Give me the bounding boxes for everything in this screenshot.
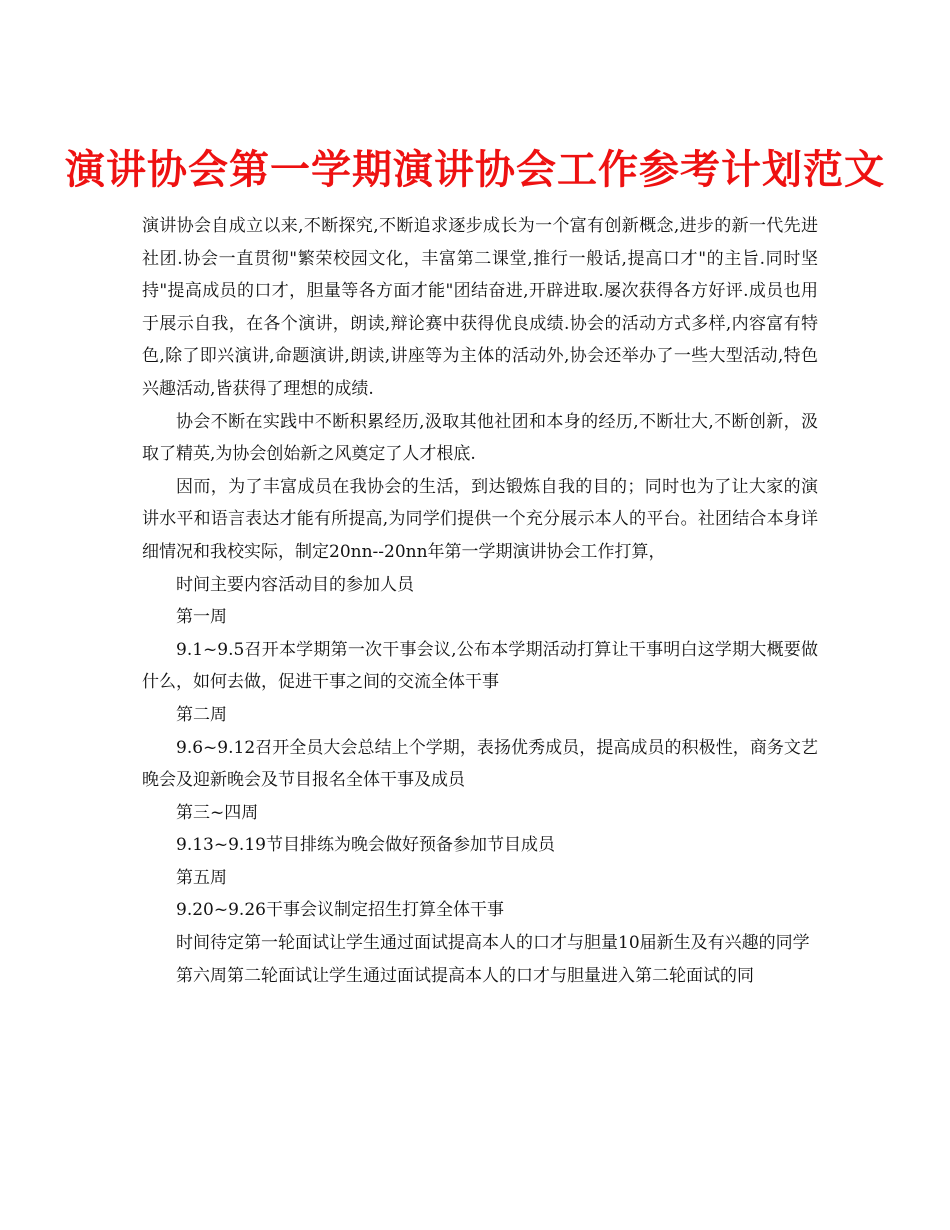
body-paragraph: 时间待定第一轮面试让学生通过面试提高本人的口才与胆量10届新生及有兴趣的同学 [176,933,810,954]
body-paragraph: 第五周 [176,867,227,888]
body-paragraph: 第一周 [176,607,227,628]
body-paragraph: 9.1~9.5召开本学期第一次干事会议,公布本学期活动打算让干事明白这学期大概要做什么，如何去做，促进干事之间的交流全体干事 [142,639,818,693]
body-paragraph: 9.6~9.12召开全员大会总结上个学期，表扬优秀成员，提高成员的积极性，商务文艺晚会及迎新晚会及节目报名全体干事及成员 [142,737,818,791]
body-paragraph: 第二周 [176,704,227,725]
body-paragraph: 第六周第二轮面试让学生通过面试提高本人的口才与胆量进入第二轮面试的同 [176,965,754,986]
body-paragraph: 9.13~9.19节目排练为晚会做好预备参加节目成员 [176,835,555,856]
body-paragraph: 因而，为了丰富成员在我协会的生活，到达锻炼自我的目的；同时也为了让大家的演讲水平和语言表达才能有所提高,为同学们提供一个充分展示本人的平台。社团结合本身详细情况和我校实际，制定20nn--20nn年第一学期演讲协会工作打算， [142,476,818,562]
document-title: 演讲协会第一学期演讲协会工作参考计划范文 [65,146,885,193]
document-body [142,210,818,992]
body-paragraph: 时间主要内容活动目的参加人员 [176,574,414,595]
body-paragraph: 第三~四周 [176,802,259,823]
body-paragraph: 9.20~9.26干事会议制定招生打算全体干事 [176,900,504,921]
body-paragraph: 协会不断在实践中不断积累经历,汲取其他社团和本身的经历,不断壮大,不断创新，汲取了精英,为协会创始新之风奠定了人才根底. [142,411,818,465]
body-paragraph: 演讲协会自成立以来,不断探究,不断追求逐步成长为一个富有创新概念,进步的新一代先进社团.协会一直贯彻"繁荣校园文化，丰富第二课堂,推行一般话,提高口才"的主旨.同时坚持"提高成员的口才，胆量等各方面才能"团结奋进,开辟进取.屡次获得各方好评.成员也用于展示自我，在各个演讲，朗读,辩论赛中获得优良成绩.协会的活动方式多样,内容富有特色,除了即兴演讲,命题演讲,朗读,讲座等为主体的活动外,协会还举办了一些大型活动,特色兴趣活动,皆获得了理想的成绩. [142,216,818,399]
